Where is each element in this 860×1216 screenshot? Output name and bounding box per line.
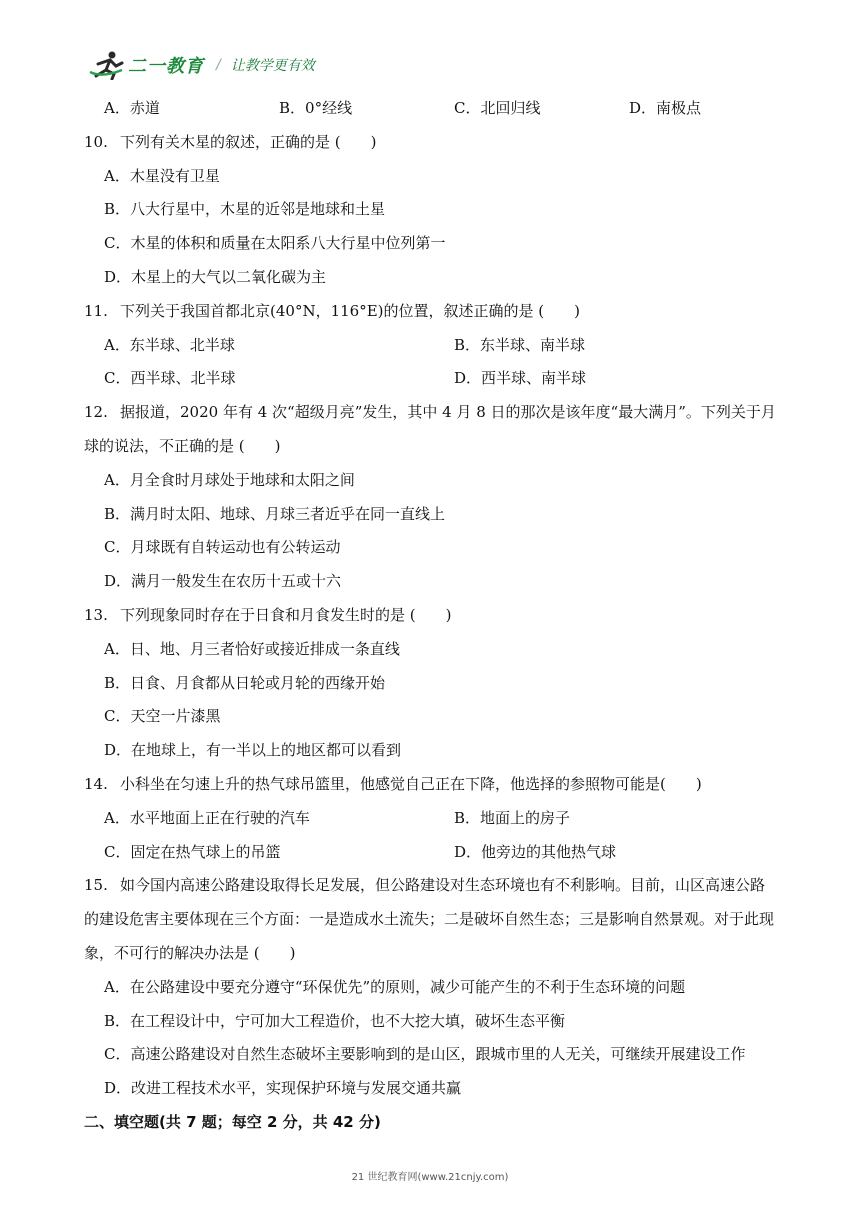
brand-name: 二一教育 <box>128 56 204 77</box>
question-text: 下列有关木星的叙述，正确的是 ( ) <box>120 132 377 151</box>
q9-options <box>84 92 804 126</box>
header-divider: / <box>216 57 221 73</box>
option-row <box>84 329 804 363</box>
option: D．木星上的大气以二氧化碳为主 <box>104 267 327 286</box>
option: C．高速公路建设对自然生态破坏主要影响到的是山区，跟城市里的人无关，可继续开展建设工作 <box>104 1045 746 1064</box>
question-list <box>84 92 804 1140</box>
question-text: 如今国内高速公路建设取得长足发展，但公路建设对生态环境也有不利影响。目前，山区高速公路 <box>120 876 766 895</box>
question-text-cont: 球的说法，不正确的是 ( ) <box>84 436 281 455</box>
option: A．月全食时月球处于地球和太阳之间 <box>104 470 355 489</box>
question-text: 小科坐在匀速上升的热气球吊篮里，他感觉自己正在下降，他选择的参照物可能是( ) <box>120 774 702 793</box>
option: B．在工程设计中，宁可加大工程造价，也不大挖大填，破坏生态平衡 <box>104 1011 566 1030</box>
question-stem <box>84 869 804 903</box>
question-text: 下列关于我国首都北京(40°N，116°E)的位置，叙述正确的是 ( ) <box>120 301 580 320</box>
question-text-cont: 的建设危害主要体现在三个方面：一是造成水土流失；二是破坏自然生态；三是影响自然景观。对于此现 <box>84 910 775 929</box>
option: C．木星的体积和质量在太阳系八大行星中位列第一 <box>104 234 446 253</box>
runner-logo-icon <box>88 50 126 80</box>
option: A．木星没有卫星 <box>104 166 220 185</box>
option-row <box>84 802 804 836</box>
option: D．在地球上，有一半以上的地区都可以看到 <box>104 741 402 760</box>
section-title: 二、填空题(共 7 题；每空 2 分，共 42 分) <box>84 1112 381 1131</box>
question-number: 13. <box>84 605 108 624</box>
option: C．天空一片漆黑 <box>104 707 221 726</box>
option: C．西半球、北半球 <box>104 369 236 388</box>
option-row <box>84 362 804 396</box>
option: D．改进工程技术水平，实现保护环境与发展交通共赢 <box>104 1079 462 1098</box>
question-stem <box>84 768 804 802</box>
page-footer: 21 世纪教育网(www.21cnjy.com) <box>351 1172 509 1183</box>
question-number: 10. <box>84 132 108 151</box>
option: C．月球既有自转运动也有公转运动 <box>104 538 341 557</box>
option: C．固定在热气球上的吊篮 <box>104 842 281 861</box>
question-text: 据报道，2020 年有 4 次“超级月亮”发生，其中 4 月 8 日的那次是该年度“最大满月”。下列关于月 <box>120 403 776 422</box>
q9-option-d: D．南极点 <box>629 99 702 117</box>
question-text: 下列现象同时存在于日食和月食发生时的是 ( ) <box>120 605 452 624</box>
question-text-cont: 象，不可行的解决办法是 ( ) <box>84 943 296 962</box>
question-stem <box>84 126 804 160</box>
question-stem <box>84 295 804 329</box>
option: A．日、地、月三者恰好或接近排成一条直线 <box>104 639 400 658</box>
option: B．日食、月食都从日轮或月轮的西缘开始 <box>104 673 386 692</box>
question-stem <box>84 396 804 430</box>
option: D．满月一般发生在农历十五或十六 <box>104 572 342 591</box>
option: D．西半球、南半球 <box>454 369 587 388</box>
option: A．东半球、北半球 <box>104 335 235 354</box>
option: A．在公路建设中要充分遵守“环保优先”的原则，减少可能产生的不利于生态环境的问题 <box>104 977 686 996</box>
q9-option-b: B．0°经线 <box>279 99 353 117</box>
option: B．地面上的房子 <box>454 808 571 827</box>
option: B．满月时太阳、地球、月球三者近乎在同一直线上 <box>104 504 446 523</box>
question-number: 12. <box>84 403 108 422</box>
brand-slogan: 让教学更有效 <box>230 58 315 74</box>
option: A．水平地面上正在行驶的汽车 <box>104 808 310 827</box>
question-number: 15. <box>84 876 108 895</box>
q9-option-a: A．赤道 <box>104 99 160 117</box>
question-number: 14. <box>84 774 108 793</box>
option: D．他旁边的其他热气球 <box>454 842 617 861</box>
page-header <box>88 48 315 82</box>
question-number: 11. <box>84 301 108 320</box>
question-stem <box>84 599 804 633</box>
option: B．东半球、南半球 <box>454 335 586 354</box>
q9-option-c: C．北回归线 <box>454 99 541 117</box>
option: B．八大行星中，木星的近邻是地球和土星 <box>104 200 386 219</box>
option-row <box>84 836 804 870</box>
